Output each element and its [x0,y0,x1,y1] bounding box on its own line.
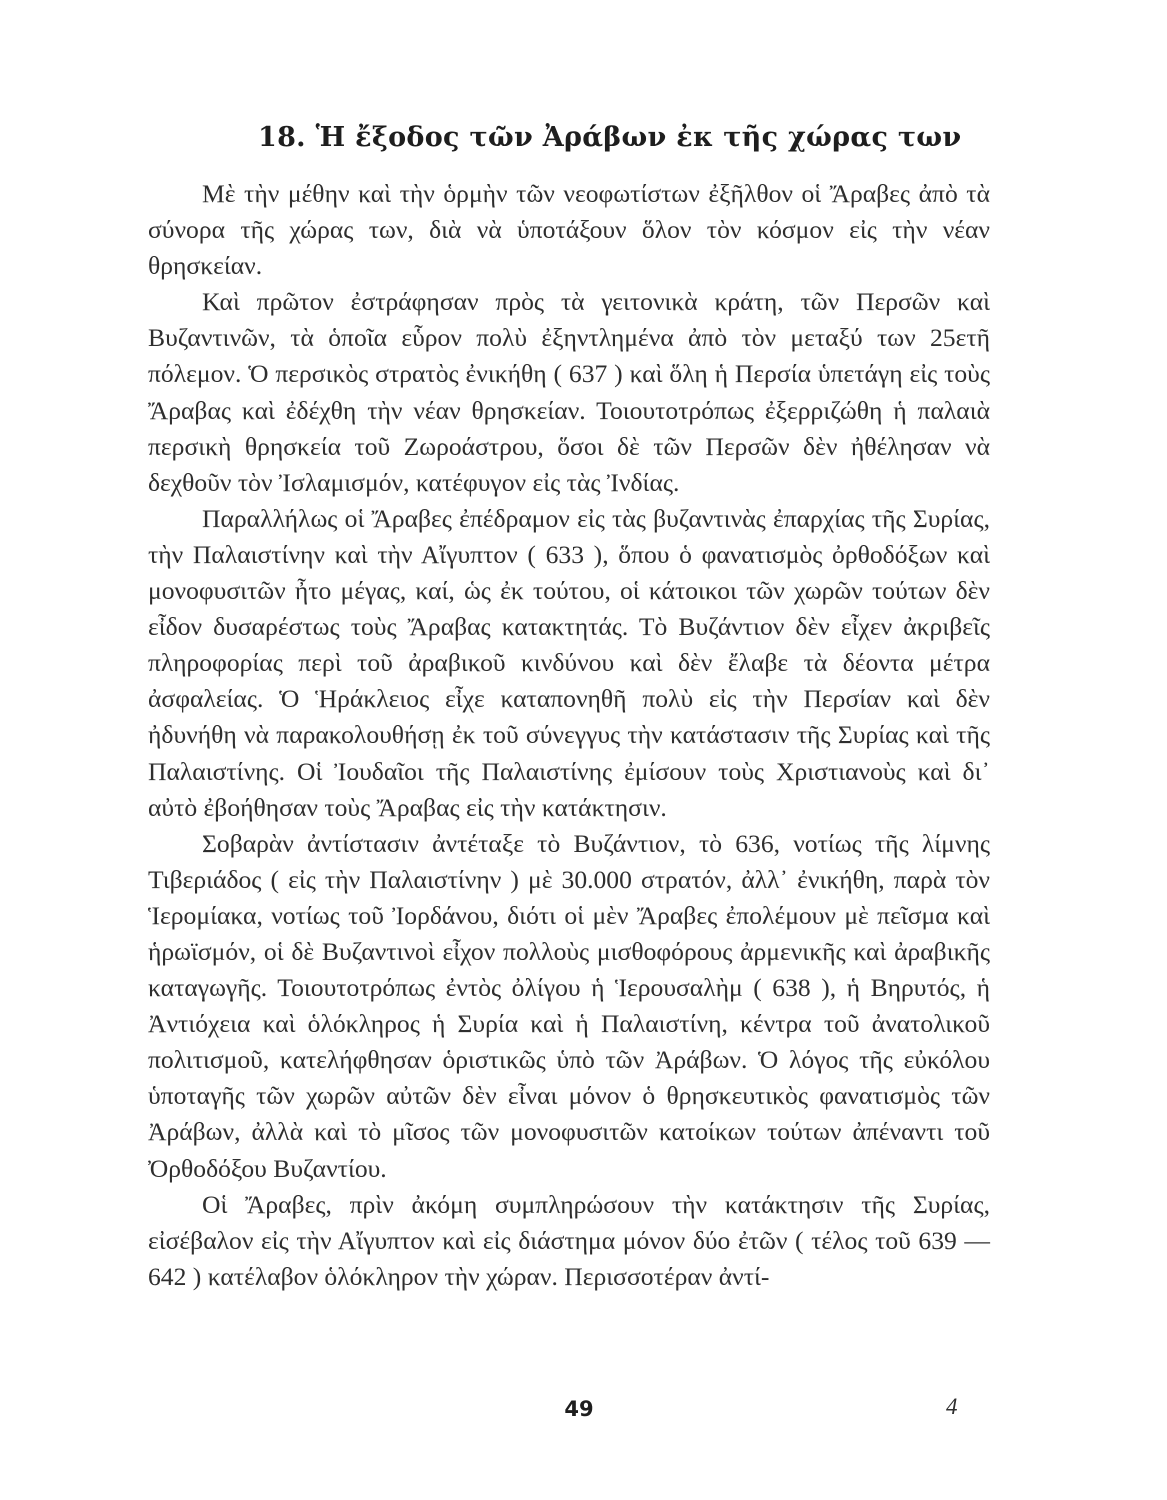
paragraph: Οἱ Ἄραβες, πρὶν ἀκόμη συμπληρώσουν τὴν κατάκτησιν τῆς Συρίας, εἰσέβαλον εἰς τὴν Αἴγυπτον καὶ εἰς διάστημα μόνον δύο ἐτῶν ( τέλος τοῦ 639 — 642 ) κατέλαβον ὁλόκληρον τὴν χώραν. Περισσοτέραν ἀντί- [148,1189,990,1291]
paragraph: Παραλλήλως οἱ Ἄραβες ἐπέδραμον εἰς τὰς βυζαντινὰς ἐπαρχίας τῆς Συρίας, τὴν Παλαιστίνην καὶ τὴν Αἴγυπτον ( 633 ), ὅπου ὁ φανατισμὸς ὀρθοδόξων καὶ μονοφυσιτῶν ἦτο μέγας, καί, ὡς ἐκ τούτου, οἱ κάτοικοι τῶν χωρῶν τούτων δὲν εἶδον δυσαρέστως τοὺς Ἄραβας κατακτητάς. Τὸ Βυζάντιον δὲν εἶχεν ἀκριβεῖς πληροφορίας περὶ τοῦ ἀραβικοῦ κινδύνου καὶ δὲν ἔλαβε τὰ δέοντα μέτρα ἀσφαλείας. Ὁ Ἡράκλειος εἶχε καταπονηθῆ πολὺ εἰς τὴν Περσίαν καὶ δὲν ἠδυνήθη νὰ παρακολουθήσῃ ἐκ τοῦ σύνεγγυς τὴν κατάστασιν τῆς Συρίας καὶ τῆς Παλαιστίνης. Οἱ Ἰουδαῖοι τῆς Παλαιστίνης ἐμίσουν τοὺς Χριστιανοὺς καὶ δι᾽ αὐτὸ ἐβοήθησαν τοὺς Ἄραβας εἰς τὴν κατάκτησιν. [148,503,990,822]
body-text [148,176,990,1295]
signature-mark: 4 [946,1394,958,1419]
paragraph: Σοβαρὰν ἀντίστασιν ἀντέταξε τὸ Βυζάντιον, τὸ 636, νοτίως τῆς λίμνης Τιβεριάδος ( εἰς τὴν Παλαιστίνην ) μὲ 30.000 στρατόν, ἀλλ᾽ ἐνικήθη, παρὰ τὸν Ἱερομίακα, νοτίως τοῦ Ἰορδάνου, διότι οἱ μὲν Ἄραβες ἐπολέμουν μὲ πεῖσμα καὶ ἡρωϊσμόν, οἱ δὲ Βυζαντινοὶ εἶχον πολλοὺς μισθοφόρους ἀρμενικῆς καὶ ἀραβικῆς καταγωγῆς. Τοιουτοτρόπως ἐντὸς ὀλίγου ἡ Ἱερουσαλὴμ ( 638 ), ἡ Βηρυτός, ἡ Ἀντιόχεια καὶ ὁλόκληρος ἡ Συρία καὶ ἡ Παλαιστίνη, κέντρα τοῦ ἀνατολικοῦ πολιτισμοῦ, κατελήφθησαν ὁριστικῶς ὑπὸ τῶν Ἀράβων. Ὁ λόγος τῆς εὐκόλου ὑποταγῆς τῶν χωρῶν αὐτῶν δὲν εἶναι μόνον ὁ θρησκευτικὸς φανατισμὸς τῶν Ἀράβων, ἀλλὰ καὶ τὸ μῖσος τῶν μονοφυσιτῶν κατοίκων τούτων ἀπέναντι τοῦ Ὀρθοδόξου Βυζαντίου. [148,828,990,1183]
paragraph: Καὶ πρῶτον ἐστράφησαν πρὸς τὰ γειτονικὰ κράτη, τῶν Περσῶν καὶ Βυζαντινῶν, τὰ ὁποῖα εὗρον πολὺ ἐξηντλημένα ἀπὸ τὸν μεταξύ των 25ετῆ πόλεμον. Ὁ περσικὸς στρατὸς ἐνικήθη ( 637 ) καὶ ὅλη ἡ Περσία ὑπετάγη εἰς τοὺς Ἄραβας καὶ ἐδέχθη τὴν νέαν θρησκείαν. Τοιουτοτρόπως ἐξερριζώθη ἡ παλαιὰ περσικὴ θρησκεία τοῦ Ζωροάστρου, ὅσοι δὲ τῶν Περσῶν δὲν ἠθέλησαν νὰ δεχθοῦν τὸν Ἰσλαμισμόν, κατέφυγον εἰς τὰς Ἰνδίας. [148,287,990,497]
page-number: 49 [564,1397,594,1421]
paragraph: Μὲ τὴν μέθην καὶ τὴν ὁρμὴν τῶν νεοφωτίστων ἐξῆλθον οἱ Ἄραβες ἀπὸ τὰ σύνορα τῆς χώρας των, διὰ νὰ ὑποτάξουν ὅλον τὸν κόσμον εἰς τὴν νέαν θρησκείαν. [148,179,990,281]
section-heading: 18. Ἡ ἔξοδος τῶν Ἀράβων ἐκ τῆς χώρας των [258,122,962,153]
